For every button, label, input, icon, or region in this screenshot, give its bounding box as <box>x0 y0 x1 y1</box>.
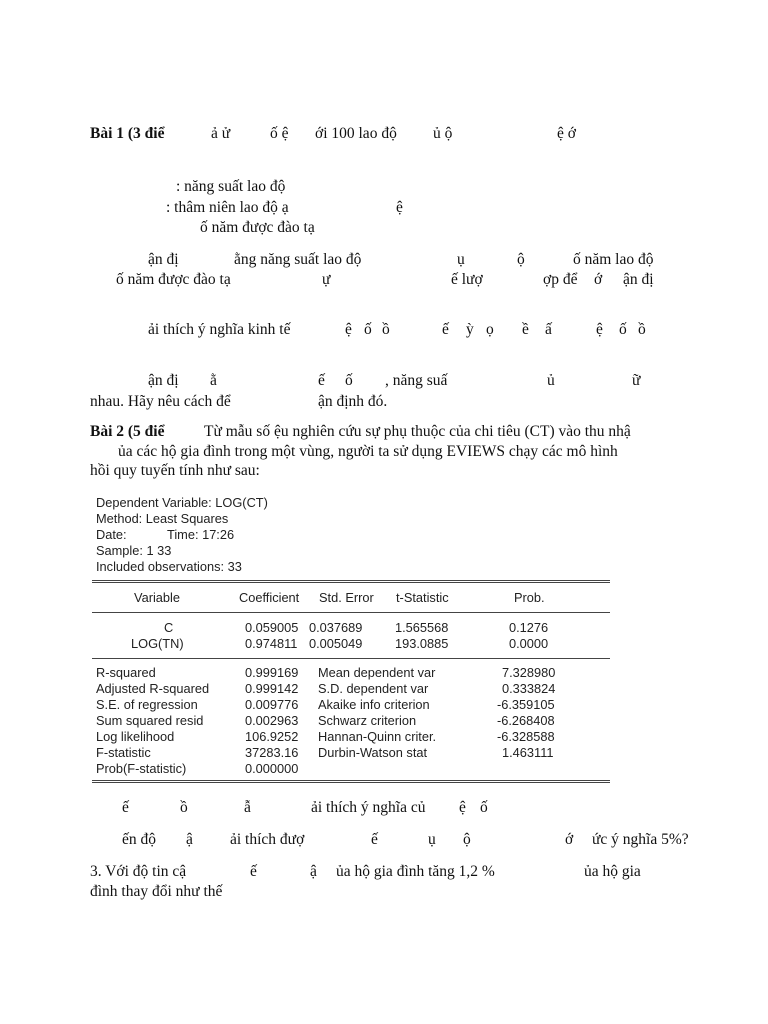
text-fragment: ế <box>122 799 129 816</box>
text-fragment: nhau. Hãy nêu cách để <box>90 393 231 410</box>
text-fragment: ệ <box>345 321 352 338</box>
column-header: Variable <box>134 590 181 605</box>
stat-value: 0.000000 <box>245 761 299 776</box>
table-cell: 0.1276 <box>509 620 549 635</box>
table-cell: 0.005049 <box>309 636 363 651</box>
text-fragment: ận đị <box>148 372 179 389</box>
bai1-heading: Bài 1 (3 điể <box>90 125 165 142</box>
table-cell: 0.974811 <box>245 636 298 651</box>
text-fragment: ức ý nghĩa 5%? <box>592 831 689 848</box>
stat-label: F-statistic <box>96 745 151 760</box>
table-cell: LOG(TN) <box>131 636 184 651</box>
text-fragment: ụ <box>428 831 436 848</box>
stat-label: Durbin-Watson stat <box>318 745 428 760</box>
stat-label: Akaike info criterion <box>318 697 430 712</box>
text-fragment: ủa hộ gia đình tăng 1,2 % <box>336 863 495 880</box>
text-fragment: ẫ <box>244 799 251 816</box>
stat-label: Log likelihood <box>96 729 175 744</box>
stat-label: S.E. of regression <box>96 697 198 712</box>
text-fragment: ận định đó. <box>318 393 388 410</box>
text-fragment: ồ <box>382 321 390 338</box>
text-fragment: ộ <box>463 831 471 848</box>
stat-value: 0.999142 <box>245 681 299 696</box>
eviews-output <box>90 492 612 786</box>
text-fragment: ồ <box>180 799 188 816</box>
text-fragment: ế lượ <box>451 271 483 288</box>
text-fragment: ải thích ý nghĩa kinh tế <box>148 321 291 338</box>
stat-value: 37283.16 <box>245 745 299 760</box>
stat-label: Mean dependent var <box>318 665 436 680</box>
bai2-heading: Bài 2 (5 điể <box>90 423 165 440</box>
text-fragment: ệ <box>459 799 466 816</box>
table-rule <box>92 580 610 583</box>
table-cell: 1.565568 <box>395 620 449 635</box>
text-fragment: ậ <box>186 831 193 848</box>
text-fragment: ận đị <box>623 271 654 288</box>
text-fragment: ế <box>442 321 449 338</box>
text-fragment: ấ <box>545 321 552 338</box>
text-fragment: ủ <box>547 372 555 389</box>
column-header: t-Statistic <box>396 590 449 605</box>
text-fragment: ố <box>364 321 372 338</box>
table-rule <box>92 780 610 783</box>
text-fragment: ồ <box>638 321 646 338</box>
text-fragment: ố <box>345 372 353 389</box>
text-fragment: ải thích đượ <box>230 831 305 848</box>
stat-value: 106.9252 <box>245 729 299 744</box>
stat-label: R-squared <box>96 665 156 680</box>
stat-label: S.D. dependent var <box>318 681 429 696</box>
text-fragment: ệ <box>396 199 403 216</box>
text-fragment: ỳ <box>466 321 474 338</box>
stat-value: 0.009776 <box>245 697 299 712</box>
stat-value: -6.359105 <box>497 697 555 712</box>
text-fragment: ế <box>371 831 378 848</box>
text-fragment: ủa hộ gia <box>584 863 641 880</box>
text-fragment: Từ mẫu số ệu nghiên cứu sự phụ thuộc của chi tiêu (CT) vào thu nhậ <box>204 423 631 440</box>
text-fragment: ớ <box>565 831 574 848</box>
table-cell: 0.037689 <box>309 620 363 635</box>
text-fragment: ệ <box>596 321 603 338</box>
text-fragment: ế <box>250 863 257 880</box>
text-fragment: ế <box>318 372 325 389</box>
text-fragment: ớ <box>594 271 603 288</box>
eviews-header-line: Sample: 1 33 <box>96 543 172 558</box>
text-fragment: , năng suấ <box>385 372 448 389</box>
text-fragment: ọ <box>486 321 494 338</box>
var-definition-y: : năng suất lao độ <box>176 178 286 195</box>
stat-label: Sum squared resid <box>96 713 204 728</box>
text-fragment: ằng năng suất lao độ <box>234 251 362 268</box>
stat-value: 0.002963 <box>245 713 299 728</box>
eviews-header-line: Time: 17:26 <box>167 527 235 542</box>
eviews-header-line: Date: <box>96 527 127 542</box>
text-fragment: ữ <box>632 372 641 389</box>
text-fragment: : thâm niên lao độ ạ <box>166 199 289 216</box>
text-fragment: 3. Với độ tin cậ <box>90 863 187 880</box>
text-fragment: ợp để <box>543 271 578 288</box>
eviews-header-line: Dependent Variable: LOG(CT) <box>96 495 268 510</box>
table-cell: 0.0000 <box>509 636 549 651</box>
eviews-header-line: Method: Least Squares <box>96 511 229 526</box>
stat-value: 1.463111 <box>502 745 554 760</box>
text-fragment: ến độ <box>122 831 157 848</box>
column-header: Prob. <box>514 590 545 605</box>
stat-label: Adjusted R-squared <box>96 681 210 696</box>
table-cell: 193.0885 <box>395 636 449 651</box>
stat-value: 0.333824 <box>502 681 556 696</box>
text-fragment: ả ử <box>211 125 231 142</box>
stat-value: -6.268408 <box>497 713 555 728</box>
table-rule <box>92 658 610 659</box>
eviews-header-line: Included observations: 33 <box>96 559 242 574</box>
text-fragment: ủ ộ <box>433 125 453 142</box>
table-rule <box>92 612 610 613</box>
text-fragment: ố năm lao độ <box>573 251 654 268</box>
stat-label: Hannan-Quinn criter. <box>318 729 437 744</box>
bai2-line3: hồi quy tuyến tính như sau: <box>90 462 260 479</box>
column-header: Std. Error <box>319 590 374 605</box>
text-fragment: ụ <box>457 251 465 268</box>
stat-value: 7.328980 <box>502 665 556 680</box>
text-fragment: ự <box>322 271 331 288</box>
bai2-line2: ủa các hộ gia đình trong một vùng, người ta sử dụng EVIEWS chạy các mô hình <box>118 443 618 460</box>
text-fragment: ộ <box>517 251 525 268</box>
column-header: Coefficient <box>239 590 300 605</box>
text-fragment: ề <box>522 321 529 338</box>
table-cell: 0.059005 <box>245 620 299 635</box>
text-fragment: ậ <box>310 863 317 880</box>
stat-value: 0.999169 <box>245 665 299 680</box>
var-definition-x2: ố năm được đào tạ <box>200 219 315 236</box>
text-fragment: ới 100 lao độ <box>315 125 397 142</box>
text-fragment: ố ệ <box>270 125 289 142</box>
question-3-line2: đình thay đổi như thế <box>90 883 223 900</box>
text-fragment: ố <box>480 799 488 816</box>
text-fragment: ải thích ý nghĩa củ <box>311 799 426 816</box>
text-fragment: ố <box>619 321 627 338</box>
stat-label: Prob(F-statistic) <box>96 761 187 776</box>
table-cell: C <box>164 620 174 635</box>
text-fragment: ố năm được đào tạ <box>116 271 231 288</box>
text-fragment: ệ ớ <box>557 125 576 142</box>
stat-value: -6.328588 <box>497 729 555 744</box>
text-fragment: ằ <box>210 372 217 389</box>
text-fragment: ận đị <box>148 251 179 268</box>
stat-label: Schwarz criterion <box>318 713 417 728</box>
